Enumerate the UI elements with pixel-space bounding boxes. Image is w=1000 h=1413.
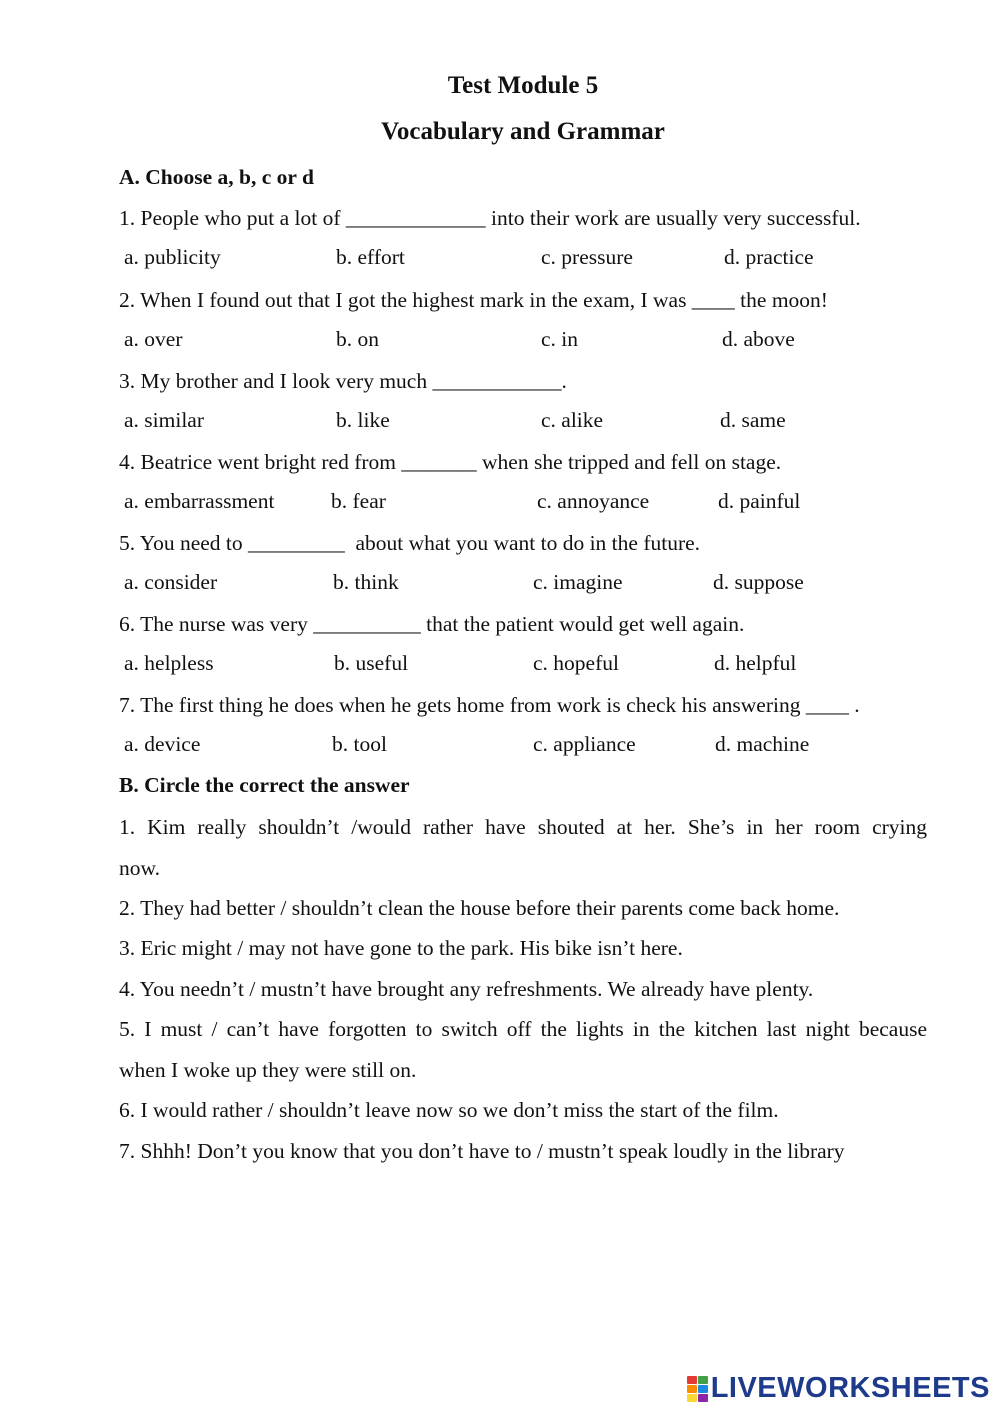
option-a[interactable]: a. device bbox=[124, 732, 201, 756]
option-b[interactable]: b. think bbox=[333, 570, 399, 594]
option-b[interactable]: b. useful bbox=[334, 651, 409, 675]
page-title: Test Module 5 bbox=[447, 72, 599, 99]
section-b-heading: B. Circle the correct the answer bbox=[119, 773, 410, 797]
option-a[interactable]: a. consider bbox=[124, 570, 218, 594]
option-d[interactable]: d. practice bbox=[724, 245, 814, 269]
option-d[interactable]: d. same bbox=[720, 408, 786, 432]
option-b[interactable]: b. effort bbox=[336, 245, 405, 269]
section-b-line-5: 5. I must / can’t have forgotten to switch off the lights in the kitchen last night because bbox=[119, 1017, 927, 1041]
brand-name: LIVEWORKSHEETS bbox=[710, 1372, 990, 1404]
section-b-line-5-cont: when I woke up they were still on. bbox=[119, 1058, 417, 1082]
question-4: 4. Beatrice went bright red from _______ when she tripped and fell on stage. bbox=[119, 450, 782, 474]
option-b[interactable]: b. tool bbox=[332, 732, 387, 756]
option-d[interactable]: d. painful bbox=[718, 489, 801, 513]
option-d[interactable]: d. machine bbox=[715, 732, 810, 756]
option-d[interactable]: d. helpful bbox=[714, 651, 797, 675]
logo-block bbox=[687, 1376, 697, 1384]
section-b-line-4: 4. You needn’t / mustn’t have brought any refreshments. We already have plenty. bbox=[119, 977, 814, 1001]
question-5: 5. You need to _________ about what you want to do in the future. bbox=[119, 531, 701, 555]
logo-block bbox=[687, 1394, 697, 1402]
question-6: 6. The nurse was very __________ that the patient would get well again. bbox=[119, 612, 745, 636]
section-b-line-1: 1. Kim really shouldn’t /would rather have shouted at her. She’s in her room crying bbox=[119, 815, 927, 839]
section-a-heading: A. Choose a, b, c or d bbox=[119, 165, 314, 189]
logo-block bbox=[687, 1385, 697, 1393]
option-c[interactable]: c. annoyance bbox=[537, 489, 650, 513]
option-d[interactable]: d. above bbox=[722, 327, 795, 351]
logo-blocks-icon bbox=[687, 1376, 708, 1402]
logo-block bbox=[698, 1394, 708, 1402]
option-c[interactable]: c. appliance bbox=[533, 732, 636, 756]
option-a[interactable]: a. embarrassment bbox=[124, 489, 275, 513]
logo-block bbox=[698, 1376, 708, 1384]
option-c[interactable]: c. pressure bbox=[541, 245, 633, 269]
option-d[interactable]: d. suppose bbox=[713, 570, 804, 594]
option-c[interactable]: c. imagine bbox=[533, 570, 623, 594]
option-a[interactable]: a. similar bbox=[124, 408, 205, 432]
page-subtitle: Vocabulary and Grammar bbox=[381, 118, 665, 145]
option-b[interactable]: b. fear bbox=[331, 489, 386, 513]
liveworksheets-logo[interactable] bbox=[687, 1372, 990, 1405]
section-b-line-6: 6. I would rather / shouldn’t leave now so we don’t miss the start of the film. bbox=[119, 1098, 779, 1122]
option-c[interactable]: c. in bbox=[541, 327, 579, 351]
question-2: 2. When I found out that I got the highest mark in the exam, I was ____ the moon! bbox=[119, 288, 828, 312]
section-b-line-7: 7. Shhh! Don’t you know that you don’t have to / mustn’t speak loudly in the library bbox=[119, 1139, 845, 1163]
section-b-line-2: 2. They had better / shouldn’t clean the house before their parents come back home. bbox=[119, 896, 840, 920]
option-a[interactable]: a. helpless bbox=[124, 651, 214, 675]
option-a[interactable]: a. over bbox=[124, 327, 183, 351]
logo-block bbox=[698, 1385, 708, 1393]
option-c[interactable]: c. hopeful bbox=[533, 651, 619, 675]
section-b-line-1-cont: now. bbox=[119, 856, 161, 880]
option-a[interactable]: a. publicity bbox=[124, 245, 221, 269]
option-b[interactable]: b. like bbox=[336, 408, 390, 432]
question-7: 7. The first thing he does when he gets home from work is check his answering ____ . bbox=[119, 693, 860, 717]
question-3: 3. My brother and I look very much ____________. bbox=[119, 369, 567, 393]
option-b[interactable]: b. on bbox=[336, 327, 379, 351]
section-b-line-3: 3. Eric might / may not have gone to the park. His bike isn’t here. bbox=[119, 936, 683, 960]
option-c[interactable]: c. alike bbox=[541, 408, 604, 432]
question-1: 1. People who put a lot of _____________ into their work are usually very successful. bbox=[119, 206, 861, 230]
